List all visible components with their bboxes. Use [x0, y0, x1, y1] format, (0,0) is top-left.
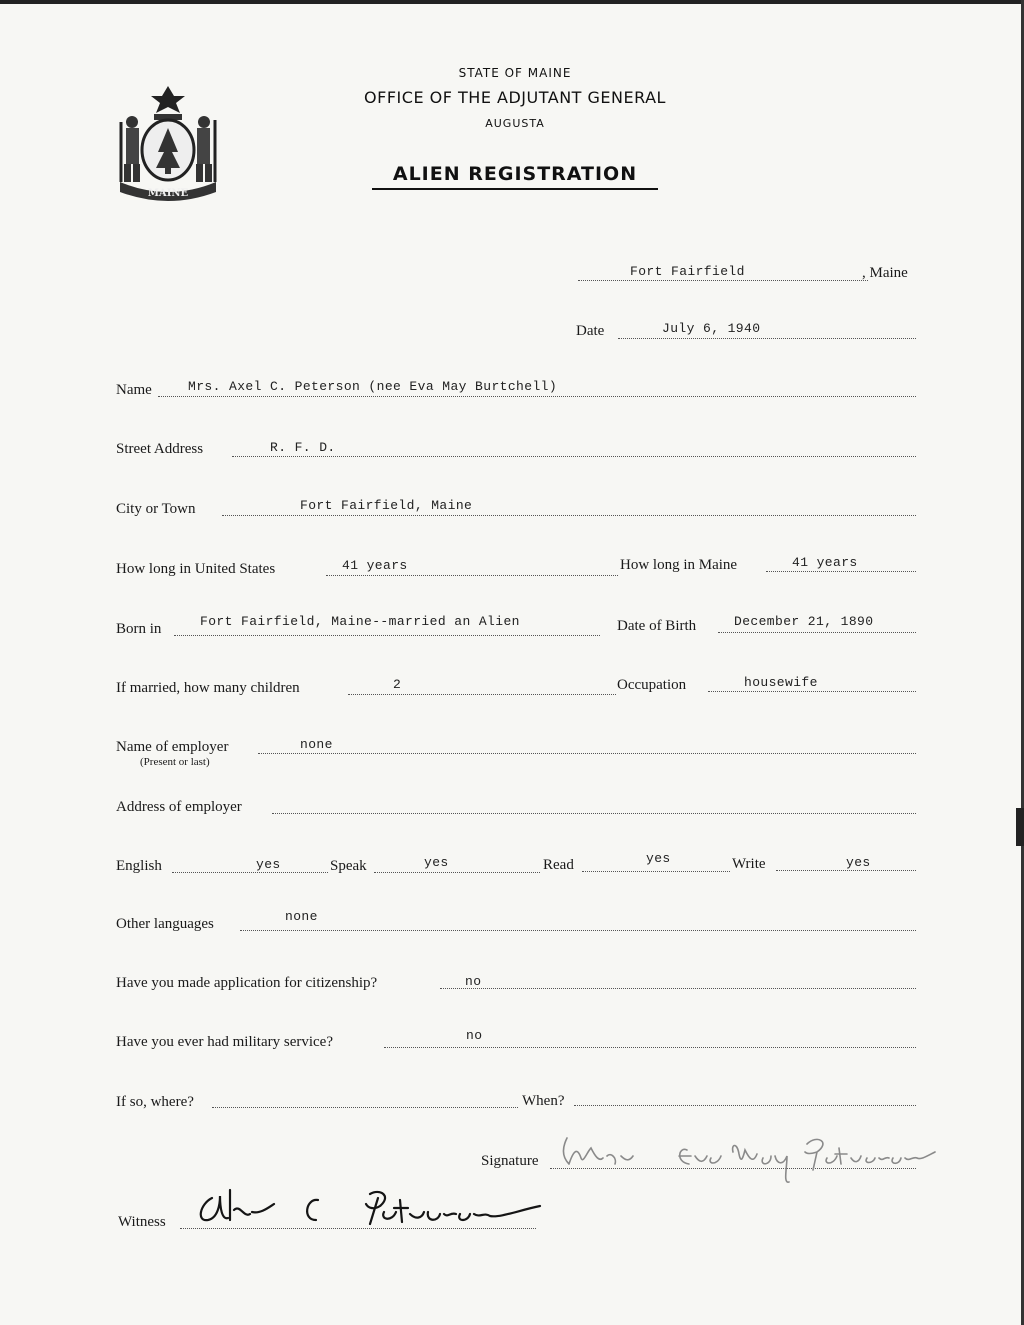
maine-time-value: 41 years — [792, 555, 858, 570]
other-languages-label: Other languages — [116, 916, 214, 932]
employer-line — [258, 753, 916, 754]
name-label: Name — [116, 382, 152, 398]
speak-label: Speak — [330, 858, 367, 874]
witness-signature — [190, 1184, 550, 1234]
when-label: When? — [522, 1093, 565, 1109]
employer-value: none — [300, 737, 333, 752]
write-value: yes — [846, 855, 871, 870]
read-label: Read — [543, 857, 574, 873]
scan-edge-mark — [1016, 808, 1024, 846]
employer-label: Name of employer — [116, 739, 229, 755]
children-value: 2 — [393, 677, 402, 692]
children-line — [348, 694, 616, 695]
other-languages-line — [240, 930, 916, 931]
street-label: Street Address — [116, 441, 204, 457]
born-line — [174, 635, 600, 636]
date-value: July 6, 1940 — [662, 321, 761, 336]
english-label: English — [116, 858, 162, 874]
city-line — [222, 515, 916, 516]
when-line — [574, 1105, 916, 1106]
write-label: Write — [732, 856, 766, 872]
citizenship-line — [440, 988, 916, 989]
read-value: yes — [646, 851, 671, 866]
place-line — [578, 280, 868, 281]
place-value: Fort Fairfield — [630, 264, 745, 279]
where-line — [212, 1107, 518, 1108]
header-city: AUGUSTA — [485, 117, 545, 130]
occupation-label: Occupation — [617, 677, 687, 693]
seal-banner-text: MAINE — [147, 188, 189, 199]
maine-time-line — [766, 571, 916, 572]
date-label: Date — [576, 323, 605, 339]
occupation-line — [708, 691, 916, 692]
date-line — [618, 338, 916, 339]
employer-address-label: Address of employer — [116, 799, 242, 815]
military-label: Have you ever had military service? — [116, 1034, 333, 1050]
header-office: OFFICE OF THE ADJUTANT GENERAL — [364, 88, 666, 107]
dob-label: Date of Birth — [617, 618, 697, 634]
street-line — [232, 456, 916, 457]
us-time-value: 41 years — [342, 558, 408, 573]
header-state: STATE OF MAINE — [458, 66, 572, 80]
employer-address-line — [272, 813, 916, 814]
speak-line — [374, 872, 540, 873]
name-value: Mrs. Axel C. Peterson (nee Eva May Burtchell) — [188, 379, 558, 394]
signature-label: Signature — [481, 1153, 539, 1169]
applicant-signature — [555, 1128, 945, 1190]
dob-line — [718, 632, 916, 633]
street-value: R. F. D. — [270, 440, 336, 455]
read-line — [582, 871, 730, 872]
scan-top-border — [0, 0, 1024, 4]
citizenship-label: Have you made application for citizenship? — [116, 975, 378, 991]
city-label: City or Town — [116, 501, 196, 517]
born-label: Born in — [116, 621, 162, 637]
name-line — [158, 396, 916, 397]
city-value: Fort Fairfield, Maine — [300, 498, 473, 513]
speak-value: yes — [424, 855, 449, 870]
english-value: yes — [256, 857, 281, 872]
dob-value: December 21, 1890 — [734, 614, 874, 629]
english-line — [172, 872, 328, 873]
born-value: Fort Fairfield, Maine--married an Alien — [200, 614, 520, 629]
children-label: If married, how many children — [116, 680, 300, 696]
citizenship-value: no — [465, 974, 482, 989]
military-line — [384, 1047, 916, 1048]
maine-time-label: How long in Maine — [620, 557, 738, 573]
us-time-line — [326, 575, 618, 576]
where-label: If so, where? — [116, 1094, 194, 1110]
form-title: ALIEN REGISTRATION — [372, 163, 658, 190]
employer-sublabel: (Present or last) — [140, 756, 210, 768]
place-suffix: , Maine — [862, 265, 908, 281]
maine-state-seal — [112, 82, 224, 202]
us-time-label: How long in United States — [116, 561, 276, 577]
military-value: no — [466, 1028, 483, 1043]
write-line — [776, 870, 916, 871]
occupation-value: housewife — [744, 675, 818, 690]
other-languages-value: none — [285, 909, 318, 924]
witness-label: Witness — [118, 1214, 166, 1230]
